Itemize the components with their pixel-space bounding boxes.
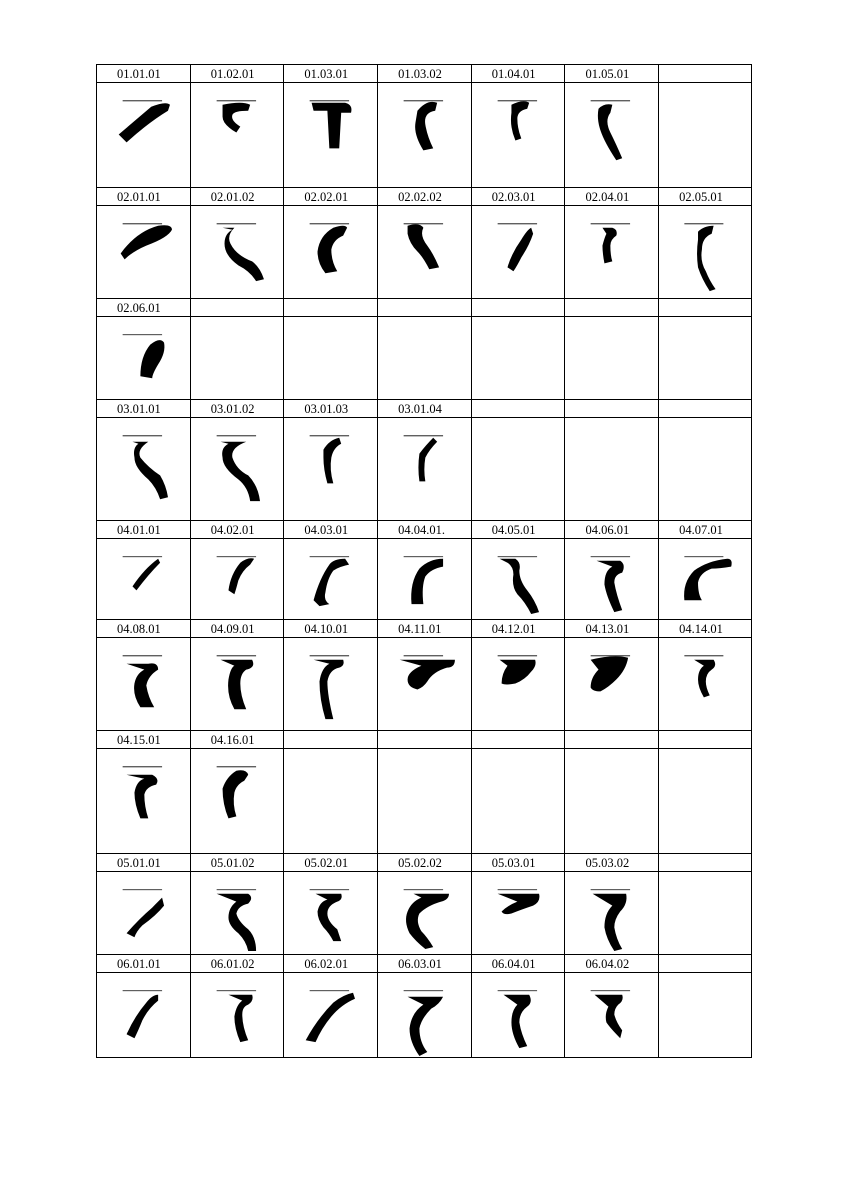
drawing-cell <box>377 972 471 1057</box>
rim-profile-drawing <box>284 83 377 187</box>
drawing-cell <box>564 871 658 954</box>
drawing-cell <box>190 82 284 187</box>
rim-profile-drawing <box>191 872 284 954</box>
rim-profile-drawing <box>472 83 565 187</box>
cell-label: 04.08.01 <box>96 619 190 637</box>
drawing-cell <box>283 972 377 1057</box>
label-row <box>96 520 752 538</box>
cell-label: 01.02.01 <box>190 64 284 82</box>
profile-shape <box>591 656 628 691</box>
label-row <box>96 298 752 316</box>
rim-profile-drawing <box>97 418 190 520</box>
profile-shape <box>119 103 170 142</box>
drawing-cell <box>471 205 565 298</box>
cell-label: 05.01.01 <box>96 853 190 871</box>
rim-profile-drawing <box>565 83 658 187</box>
rim-profile-drawing <box>97 872 190 954</box>
drawing-cell <box>283 748 377 853</box>
label-row <box>96 853 752 871</box>
drawing-cell <box>658 748 752 853</box>
rim-profile-drawing <box>565 539 658 619</box>
cell-label: 04.16.01 <box>190 730 284 748</box>
profile-shape <box>503 995 530 1048</box>
profile-shape <box>127 898 164 938</box>
cell-label: 02.02.01 <box>283 187 377 205</box>
cell-label <box>658 954 752 972</box>
drawing-cell <box>96 205 190 298</box>
cell-label <box>190 298 284 316</box>
profile-shape <box>603 228 617 264</box>
drawing-cell <box>96 417 190 520</box>
profile-shape <box>306 993 355 1042</box>
profile-shape <box>222 770 248 818</box>
rim-profile-drawing <box>284 872 377 954</box>
drawing-cell <box>283 538 377 619</box>
cell-label: 06.04.02 <box>564 954 658 972</box>
label-row <box>96 187 752 205</box>
cell-label: 06.01.02 <box>190 954 284 972</box>
rim-profile-drawing <box>565 872 658 954</box>
rim-profile-drawing <box>284 539 377 619</box>
cell-label: 02.01.01 <box>96 187 190 205</box>
drawing-cell <box>564 82 658 187</box>
cell-label: 04.14.01 <box>658 619 752 637</box>
profile-shape <box>411 559 443 604</box>
drawing-row <box>96 748 752 853</box>
cell-label <box>471 399 565 417</box>
cell-label <box>471 298 565 316</box>
rim-profile-drawing <box>472 638 565 730</box>
rim-profile-drawing <box>378 83 471 187</box>
cell-label: 04.09.01 <box>190 619 284 637</box>
drawing-cell <box>96 748 190 853</box>
cell-label <box>564 399 658 417</box>
drawing-cell <box>471 417 565 520</box>
profile-shape <box>408 997 443 1056</box>
profile-shape <box>511 101 529 140</box>
rim-profile-drawing <box>191 418 284 520</box>
drawing-cell <box>96 316 190 399</box>
profile-shape <box>318 226 348 273</box>
drawing-cell <box>564 538 658 619</box>
rim-profile-drawing <box>97 83 190 187</box>
drawing-cell <box>377 417 471 520</box>
rim-profile-drawing <box>378 418 471 520</box>
rim-profile-drawing <box>97 539 190 619</box>
profile-shape <box>400 660 455 690</box>
drawing-cell <box>96 871 190 954</box>
cell-label <box>658 399 752 417</box>
drawing-cell <box>190 748 284 853</box>
cell-label: 06.04.01 <box>471 954 565 972</box>
drawing-cell <box>377 748 471 853</box>
cell-label <box>283 730 377 748</box>
drawing-row <box>96 205 752 298</box>
rim-profile-drawing <box>97 206 190 298</box>
profile-shape <box>406 894 449 949</box>
rim-profile-drawing <box>378 973 471 1057</box>
profile-shape <box>499 660 535 685</box>
rim-profile-drawing <box>191 83 284 187</box>
profile-shape <box>418 438 437 482</box>
drawing-cell <box>471 538 565 619</box>
cell-label: 04.05.01 <box>471 520 565 538</box>
drawing-cell <box>190 417 284 520</box>
cell-label: 05.02.02 <box>377 853 471 871</box>
drawing-cell <box>377 871 471 954</box>
cell-label <box>377 730 471 748</box>
drawing-cell <box>283 637 377 730</box>
rim-profile-drawing <box>284 973 377 1057</box>
cell-label: 01.03.01 <box>283 64 377 82</box>
profile-shape <box>216 894 255 951</box>
rim-profile-drawing <box>472 206 565 298</box>
rim-profile-drawing <box>191 638 284 730</box>
drawing-cell <box>658 316 752 399</box>
cell-label: 01.05.01 <box>564 64 658 82</box>
rim-profile-drawing <box>472 973 565 1057</box>
cell-label: 06.03.01 <box>377 954 471 972</box>
drawing-cell <box>564 417 658 520</box>
profile-shape <box>597 561 624 612</box>
profile-shape <box>595 995 623 1038</box>
drawing-cell <box>190 972 284 1057</box>
cell-label <box>283 298 377 316</box>
drawing-cell <box>658 871 752 954</box>
profile-shape <box>140 340 164 378</box>
rim-profile-drawing <box>472 872 565 954</box>
cell-label: 04.11.01 <box>377 619 471 637</box>
cell-label: 05.01.02 <box>190 853 284 871</box>
cell-label: 04.07.01 <box>658 520 752 538</box>
rim-profile-drawing <box>659 638 751 730</box>
drawing-cell <box>564 748 658 853</box>
rim-profile-drawing <box>659 539 751 619</box>
cell-label: 03.01.03 <box>283 399 377 417</box>
cell-label: 04.01.01 <box>96 520 190 538</box>
profile-shape <box>694 660 715 698</box>
profile-shape <box>132 442 167 499</box>
drawing-cell <box>564 637 658 730</box>
cell-label: 05.03.02 <box>564 853 658 871</box>
cell-label: 05.02.01 <box>283 853 377 871</box>
profile-shape <box>593 894 627 951</box>
drawing-cell <box>190 871 284 954</box>
rim-profile-drawing <box>378 638 471 730</box>
cell-label: 03.01.02 <box>190 399 284 417</box>
drawing-cell <box>377 538 471 619</box>
drawing-cell <box>564 316 658 399</box>
cell-label: 02.05.01 <box>658 187 752 205</box>
cell-label: 04.02.01 <box>190 520 284 538</box>
profile-shape <box>312 103 352 149</box>
profile-shape <box>127 663 159 707</box>
drawing-cell <box>658 417 752 520</box>
cell-label: 04.12.01 <box>471 619 565 637</box>
rim-profile-drawing <box>472 539 565 619</box>
cell-label <box>564 298 658 316</box>
rim-profile-drawing <box>565 638 658 730</box>
profile-shape <box>415 102 437 151</box>
drawing-cell <box>190 538 284 619</box>
cell-label <box>658 730 752 748</box>
drawing-cell <box>96 972 190 1057</box>
drawing-cell <box>564 972 658 1057</box>
profile-shape <box>684 559 732 600</box>
profile-shape <box>220 660 253 709</box>
rim-profile-drawing <box>284 206 377 298</box>
rim-profile-drawing <box>191 973 284 1057</box>
cell-label <box>471 730 565 748</box>
drawing-cell <box>471 637 565 730</box>
rim-profile-drawing <box>191 206 284 298</box>
cell-label: 02.03.01 <box>471 187 565 205</box>
profile-shape <box>228 995 252 1042</box>
cell-label: 05.03.01 <box>471 853 565 871</box>
drawing-cell <box>658 205 752 298</box>
drawing-cell <box>283 417 377 520</box>
label-row <box>96 954 752 972</box>
profile-shape <box>228 558 254 594</box>
cell-label: 01.03.02 <box>377 64 471 82</box>
label-row <box>96 64 752 82</box>
profile-shape <box>220 442 259 501</box>
profile-shape <box>121 225 172 259</box>
rim-profile-drawing <box>97 973 190 1057</box>
drawing-cell <box>96 82 190 187</box>
drawing-row <box>96 972 752 1057</box>
rim-profile-drawing <box>191 539 284 619</box>
rim-profile-drawing <box>284 418 377 520</box>
profile-shape <box>697 226 716 291</box>
profile-shape <box>132 559 160 591</box>
profile-shape <box>316 894 342 941</box>
drawing-row <box>96 871 752 954</box>
drawing-cell <box>96 538 190 619</box>
drawing-row <box>96 316 752 399</box>
profile-shape <box>127 775 158 819</box>
drawing-cell <box>283 316 377 399</box>
rim-profile-drawing <box>97 638 190 730</box>
drawing-cell <box>190 316 284 399</box>
drawing-cell <box>96 637 190 730</box>
cell-label: 06.02.01 <box>283 954 377 972</box>
drawing-row <box>96 417 752 520</box>
label-row <box>96 399 752 417</box>
drawing-row <box>96 538 752 619</box>
cell-label: 04.13.01 <box>564 619 658 637</box>
profile-shape <box>598 104 622 160</box>
drawing-cell <box>471 82 565 187</box>
drawing-cell <box>283 871 377 954</box>
rim-profile-drawing <box>284 638 377 730</box>
drawing-cell <box>471 748 565 853</box>
cell-label: 01.04.01 <box>471 64 565 82</box>
rim-profile-drawing <box>565 206 658 298</box>
cell-label <box>658 853 752 871</box>
cell-label: 02.04.01 <box>564 187 658 205</box>
cell-label: 04.03.01 <box>283 520 377 538</box>
drawing-cell <box>377 637 471 730</box>
drawing-cell <box>658 538 752 619</box>
cell-label: 06.01.01 <box>96 954 190 972</box>
profile-shape <box>497 894 539 914</box>
drawing-cell <box>564 205 658 298</box>
cell-label: 02.06.01 <box>96 298 190 316</box>
cell-label: 04.15.01 <box>96 730 190 748</box>
cell-label: 04.04.01. <box>377 520 471 538</box>
cell-label <box>377 298 471 316</box>
cell-label: 03.01.04 <box>377 399 471 417</box>
drawing-cell <box>283 82 377 187</box>
profile-shape <box>127 995 159 1038</box>
cell-label: 01.01.01 <box>96 64 190 82</box>
drawing-cell <box>377 316 471 399</box>
cell-label: 02.02.02 <box>377 187 471 205</box>
label-row <box>96 730 752 748</box>
rim-profile-drawing <box>659 206 751 298</box>
drawing-cell <box>190 205 284 298</box>
drawing-cell <box>471 871 565 954</box>
drawing-cell <box>377 205 471 298</box>
rim-profile-drawing <box>97 749 190 853</box>
drawing-cell <box>377 82 471 187</box>
cell-label <box>658 64 752 82</box>
profile-shape <box>314 559 349 606</box>
drawing-cell <box>471 972 565 1057</box>
profile-shape <box>499 559 538 614</box>
profile-shape <box>507 228 533 272</box>
drawing-cell <box>658 637 752 730</box>
cell-label: 02.01.02 <box>190 187 284 205</box>
cell-label: 04.10.01 <box>283 619 377 637</box>
profile-catalogue-table <box>96 64 752 1058</box>
profile-shape <box>222 103 250 133</box>
rim-profile-drawing <box>565 973 658 1057</box>
profile-shape <box>408 224 440 269</box>
drawing-cell <box>190 637 284 730</box>
label-row <box>96 619 752 637</box>
rim-profile-drawing <box>378 872 471 954</box>
cell-label <box>564 730 658 748</box>
rim-profile-drawing <box>378 539 471 619</box>
table-bottom-border <box>96 1057 752 1058</box>
drawing-cell <box>283 205 377 298</box>
cell-label <box>658 298 752 316</box>
profile-shape <box>324 438 342 484</box>
rim-profile-drawing <box>97 317 190 399</box>
profile-shape <box>314 660 344 719</box>
drawing-cell <box>658 82 752 187</box>
drawing-row <box>96 82 752 187</box>
drawing-cell <box>471 316 565 399</box>
profile-shape <box>222 228 263 281</box>
rim-profile-drawing <box>378 206 471 298</box>
cell-label: 04.06.01 <box>564 520 658 538</box>
cell-label: 03.01.01 <box>96 399 190 417</box>
rim-profile-drawing <box>191 749 284 853</box>
drawing-row <box>96 637 752 730</box>
drawing-cell <box>658 972 752 1057</box>
